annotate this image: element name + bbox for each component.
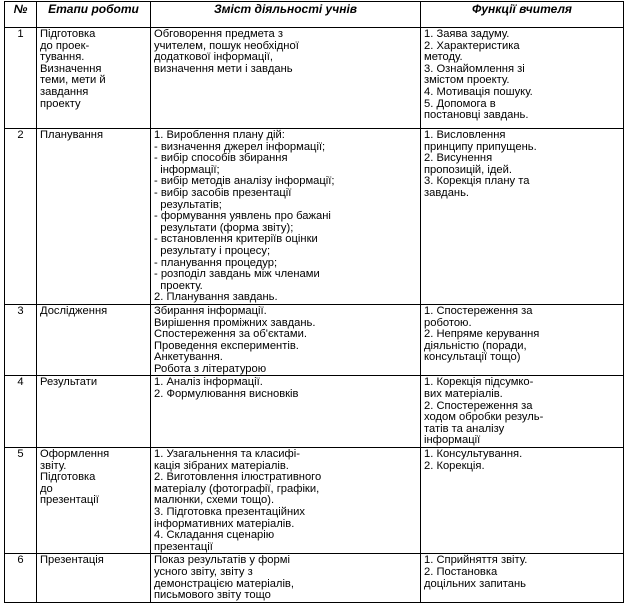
content-cell-line: 1. Узагальнення та класифі- [154,448,300,461]
stage-cell-line: Визначення [40,62,102,75]
teacher-cell-line: 2. Спостереження за [424,399,533,412]
content-cell-line: Вирішення проміжних завдань. [154,316,316,329]
teacher-cell [421,376,624,448]
stage-cell-line: до [40,482,53,495]
stage-cell [37,554,151,602]
stage-cell-line: Підготовка [40,471,96,484]
teacher-cell [421,554,624,602]
row-number: 5 [5,448,37,554]
content-cell-line: презентації [154,540,213,553]
stage-cell-line: завдання [40,85,89,98]
content-cell-line: - визначення джерел інформації; [154,140,326,153]
teacher-cell-line: 3. Ознайомлення зі [424,62,525,75]
content-cell-line: 2. Планування завдань. [154,291,278,304]
content-cell-line: проекту. [154,279,203,292]
row-number: 4 [5,376,37,448]
content-cell-line: 1. Аналіз інформації. [154,376,263,389]
content-cell-line: усного звіту, звіту з [154,565,253,578]
header-number: № [5,2,37,28]
content-cell-line: письмового звіту тощо [154,589,271,602]
project-stages-table [4,1,624,603]
stage-cell-line: проекту [40,97,81,110]
content-cell-line: - планування процедур; [154,256,278,269]
table-row [5,28,624,129]
teacher-cell-line: діяльністю (поради, [424,339,527,352]
teacher-cell-line: 1. Сприйняття звіту. [424,554,528,567]
teacher-cell-line: вих матеріалів. [424,388,503,401]
content-cell-line: демонстрацією матеріалів, [154,577,294,590]
stage-cell [37,376,151,448]
content-cell-line: 1. Вироблення плану дій: [154,129,285,141]
stage-cell-line: Оформлення [40,448,110,461]
teacher-cell-line: татів та аналізу [424,422,505,435]
content-cell-line: результатів; [154,198,222,211]
teacher-cell-line: інформації [424,434,481,447]
teacher-cell-line: 1. Корекція підсумко- [424,376,534,389]
teacher-cell-line: змістом проекту. [424,74,510,87]
content-cell-line: Спостереження за об'єктами. [154,328,307,341]
teacher-cell-line: методу. [424,51,463,64]
content-cell [151,554,421,602]
content-cell-line: 2. Формулювання висновків [154,388,299,401]
header-teacher: Функції вчителя [421,2,624,28]
teacher-cell-line: консультації тощо) [424,351,521,364]
row-number: 3 [5,304,37,376]
teacher-cell-line: ходом обробки резуль- [424,411,544,424]
teacher-cell-line: завдань. [424,186,470,199]
content-cell-line: Обговорення предмета з [154,28,283,40]
teacher-cell-line: 2. Висунення [424,152,493,165]
teacher-cell-line: роботою. [424,316,472,329]
header-content: Зміст діяльності учнів [151,2,421,28]
teacher-cell-line: 1. Висловлення [424,129,506,141]
row-number: 2 [5,129,37,305]
content-cell-line: кація зібраних матеріалів. [154,459,289,472]
stage-cell-line: до проек- [40,39,90,52]
teacher-cell-line: 2. Характеристика [424,39,520,52]
content-cell-line: інформації; [154,163,220,176]
teacher-cell-line: 3. Корекція плану та [424,175,530,188]
header-row [5,2,624,28]
teacher-cell-line: 4. Мотивація пошуку. [424,85,533,98]
teacher-cell-line: 1. Заява задуму. [424,28,510,40]
content-cell-line: Проведення експериментів. [154,339,299,352]
stage-cell-line: презентації [40,494,99,507]
content-cell-line: 4. Складання сценарію [154,529,275,542]
content-cell-line: - розподіл завдань між членами [154,268,320,281]
stage-cell [37,28,151,129]
stage-cell [37,129,151,305]
teacher-cell-line: постановці завдань. [424,109,529,122]
content-cell [151,304,421,376]
teacher-cell-line: 1. Спостереження за [424,304,533,317]
content-cell [151,28,421,129]
stage-cell-line: тування. [40,51,85,64]
teacher-cell [421,129,624,305]
content-cell-line: - вибір методів аналізу інформації; [154,175,335,188]
stage-cell-line: Дослідження [40,304,108,317]
table-row [5,304,624,376]
stage-cell-line: Підготовка [40,28,96,40]
content-cell [151,129,421,305]
table-row [5,554,624,602]
content-cell-line: додаткової інформації, [154,51,273,64]
teacher-cell [421,304,624,376]
stage-cell [37,304,151,376]
header-stage: Етапи роботи [37,2,151,28]
stage-cell-line: Результати [40,376,98,389]
row-number: 6 [5,554,37,602]
teacher-cell-line: 2. Непряме керування [424,328,540,341]
content-cell-line: - формування уявлень про бажані [154,210,331,223]
row-number: 1 [5,28,37,129]
table-body [5,28,624,603]
teacher-cell-line: 1. Консультування. [424,448,523,461]
content-cell-line: Показ результатів у формі [154,554,290,567]
table-row [5,376,624,448]
teacher-cell-line: принципу припущень. [424,140,537,153]
content-cell-line: результату і процесу; [154,244,271,257]
content-cell-line: - вибір засобів презентації [154,186,292,199]
teacher-cell-line: доцільних запитань [424,577,527,590]
stage-cell-line: Презентація [40,554,104,567]
teacher-cell-line: 5. Допомога в [424,97,496,110]
content-cell-line: 2. Виготовлення ілюстративного [154,471,322,484]
content-cell-line: - встановлення критеріїв оцінки [154,233,318,246]
content-cell-line: матеріалу (фотографії, графіки, [154,482,320,495]
stage-cell-line: звіту. [40,459,67,472]
teacher-cell-line: пропозицій, ідей. [424,163,512,176]
content-cell-line: Робота з літературою [154,362,267,375]
content-cell-line: 3. Підготовка презентаційних [154,506,305,518]
stage-cell-line: теми, мети й [40,74,106,87]
content-cell-line: учителем, пошук необхідної [154,39,299,52]
teacher-cell-line: 2. Постановка [424,565,498,578]
teacher-cell [421,28,624,129]
content-cell-line: Збирання інформації. [154,304,267,317]
table-row [5,129,624,305]
content-cell-line: - вибір способів збирання [154,152,288,165]
content-cell-line: результати (форма звіту); [154,221,294,234]
content-cell [151,376,421,448]
content-cell-line: малюнки, схеми тощо). [154,494,275,507]
content-cell-line: інформативних матеріалів. [154,517,295,530]
content-cell-line: Анкетування. [154,351,223,364]
stage-cell-line: Планування [40,129,104,141]
teacher-cell-line: 2. Корекція. [424,459,485,472]
content-cell-line: визначення мети і завдань [154,62,293,75]
